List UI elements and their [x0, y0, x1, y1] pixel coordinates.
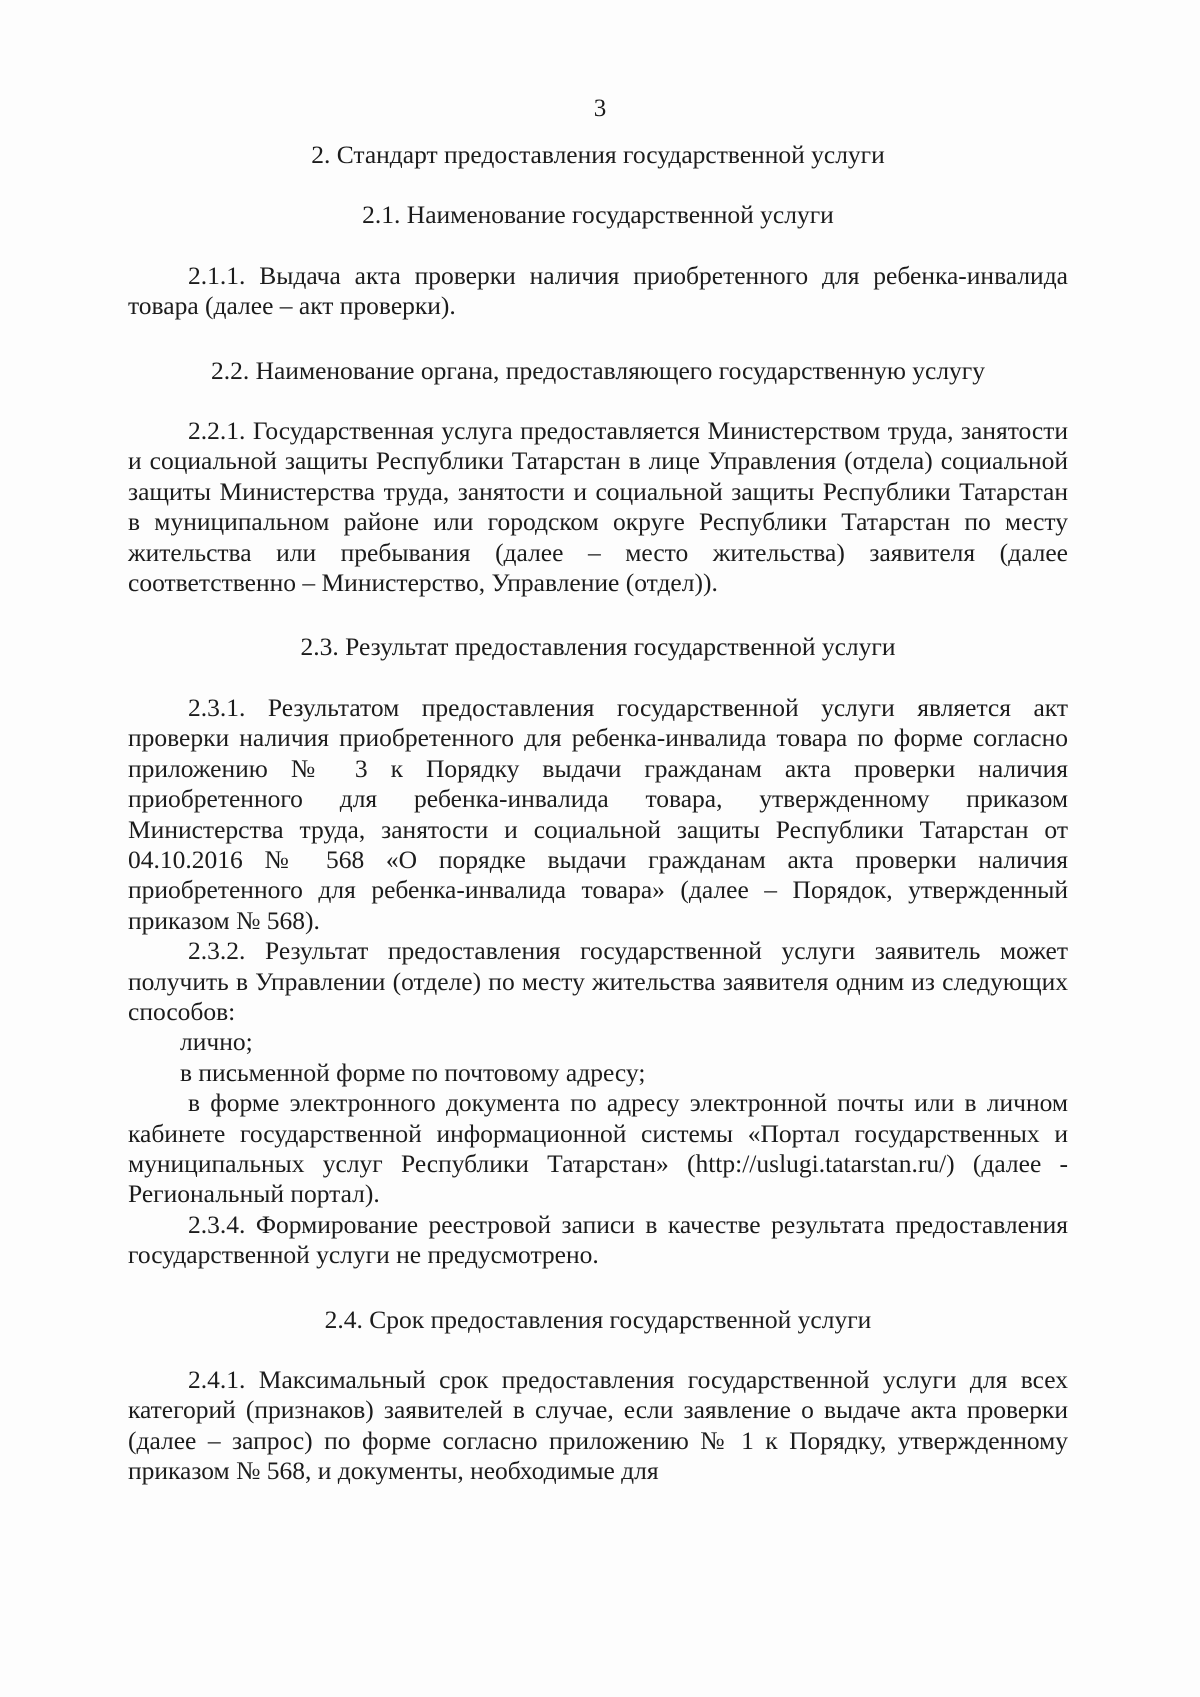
section-title: 2. Стандарт предоставления государственной услуги: [311, 140, 885, 169]
list-item-electronic: в форме электронного документа по адресу электронной почты или в личном кабинете государственной информационной системы «Портал государственных и муниципальных услуг Республики Татарстан» (http://uslugi.tatarstan.ru/) (далее - Региональный портал).: [128, 1088, 1068, 1209]
paragraph-2-3-4: 2.3.4. Формирование реестровой записи в качестве результата предоставления государственной услуги не предусмотрено.: [128, 1209, 1068, 1270]
list-item-in-person: лично;: [180, 1027, 253, 1057]
paragraph-2-2-1: 2.2.1. Государственная услуга предоставляется Министерством труда, занятости и социальной защиты Республики Татарстан в лице Управления (отдела) социальной защиты Министерства труда, занятости и социальной защиты Республики Татарстан в муниципальном районе или городском округе Республики Татарстан по месту жительства или пребывания (далее – место жительства) заявителя (далее соответственно – Министерство, Управление (отдел)).: [128, 416, 1068, 598]
paragraph-2-1-1: 2.1.1. Выдача акта проверки наличия приобретенного для ребенка-инвалида товара (далее – акт проверки).: [128, 260, 1068, 321]
subsection-heading-2-2: 2.2. Наименование органа, предоставляющего государственную услугу: [210, 355, 986, 385]
paragraph-2-3-1: 2.3.1. Результатом предоставления государственной услуги является акт проверки наличия приобретенного для ребенка-инвалида товара по форме согласно приложению № 3 к Порядку выдачи гражданам акта проверки наличия приобретенного для ребенка-инвалида товара, утвержденному приказом Министерства труда, занятости и социальной защиты Республики Татарстан от 04.10.2016 № 568 «О порядке выдачи гражданам акта проверки наличия приобретенного для ребенка-инвалида товара» (далее – Порядок, утвержденный приказом № 568).: [128, 692, 1068, 935]
subsection-heading-2-1: 2.1. Наименование государственной услуги: [362, 200, 834, 230]
document-body: [128, 140, 1068, 1487]
list-item-postal: в письменной форме по почтовому адресу;: [180, 1057, 646, 1087]
subsection-heading-2-4: 2.4. Срок предоставления государственной услуги: [324, 1304, 872, 1334]
page-number: 3: [593, 95, 607, 122]
paragraph-2-3-2: 2.3.2. Результат предоставления государственной услуги заявитель может получить в Управлении (отделе) по месту жительства заявителя одним из следующих способов:: [128, 936, 1068, 1026]
subsection-heading-2-3: 2.3. Результат предоставления государственной услуги: [300, 632, 896, 662]
paragraph-2-4-1: 2.4.1. Максимальный срок предоставления государственной услуги для всех категорий (признаков) заявителей в случае, если заявление о выдаче акта проверки (далее – запрос) по форме согласно приложению № 1 к Порядку, утвержденному приказом № 568, и документы, необходимые для: [128, 1365, 1068, 1486]
